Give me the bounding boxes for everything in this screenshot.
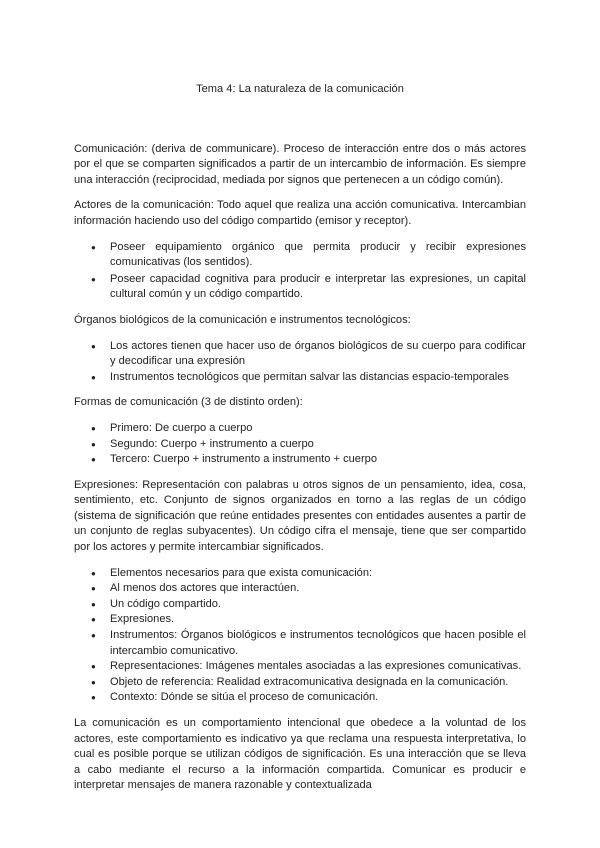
list-item: ● Los actores tienen que hacer uso de órganos biológicos de su cuerpo para codificar y decodificar una expresión	[110, 339, 526, 370]
list-item: ● Contexto: Dónde se sitúa el proceso de comunicación.	[110, 690, 526, 706]
paragraph-comunicacion: Comunicación: (deriva de communicare). Proceso de interacción entre dos o más actores por el que se comparten significados a partir de un intercambio de información. Es siempre una interacción (reciprocidad, mediada por signos que pertenecen a un código común).	[74, 142, 526, 186]
list-actores	[74, 240, 526, 303]
list-item: ● Segundo: Cuerpo + instrumento a cuerpo	[110, 437, 526, 453]
list-item: ● Poseer equipamiento orgánico que permita producir y recibir expresiones comunicativas (los sentidos).	[110, 240, 526, 271]
list-item: ● Un código compartido.	[110, 597, 526, 613]
list-item: ● Instrumentos: Órganos biológicos e instrumentos tecnológicos que hacen posible el intercambio comunicativo.	[110, 628, 526, 659]
paragraph-formas: Formas de comunicación (3 de distinto orden):	[74, 396, 303, 409]
list-item: ● Primero: De cuerpo a cuerpo	[110, 421, 526, 437]
list-item: ● Objeto de referencia: Realidad extracomunicativa designada en la comunicación.	[110, 675, 526, 691]
paragraph-expresiones: Expresiones: Representación con palabras u otros signos de un pensamiento, idea, cosa, sentimiento, etc. Conjunto de signos organizados en torno a las reglas de un código (sistema de significación que reúne entidades presentes con entidades ausentes a partir de un conjunto de reglas subyacentes). Un código cifra el mensaje, tiene que ser compartido por los actores y permite intercambiar significados.	[74, 478, 526, 554]
list-item: ● Elementos necesarios para que exista comunicación:	[110, 566, 526, 582]
paragraph-conclusion: La comunicación es un comportamiento intencional que obedece a la voluntad de los actores, este comportamiento es indicativo ya que reclama una respuesta interpretativa, lo cual es posible porque se utilizan códigos de significación. Es una interacción que se lleva a cabo mediante el recurso a la información compartida. Comunicar es producir e interpretar mensajes de manera razonable y contextualizada	[74, 717, 526, 792]
list-item: ● Al menos dos actores que interactúen.	[110, 581, 526, 597]
list-item: ● Expresiones.	[110, 612, 526, 628]
list-organos	[74, 339, 526, 386]
list-item: ● Representaciones: Imágenes mentales asociadas a las expresiones comunicativas.	[110, 659, 526, 675]
paragraph-organos: Órganos biológicos de la comunicación e instrumentos tecnológicos:	[74, 313, 411, 326]
list-item: ● Poseer capacidad cognitiva para producir e interpretar las expresiones, un capital cultural común y un código compartido.	[110, 272, 526, 303]
list-item: ● Tercero: Cuerpo + instrumento a instrumento + cuerpo	[110, 452, 526, 468]
page-title: Tema 4: La naturaleza de la comunicación	[196, 83, 404, 95]
paragraph-actores: Actores de la comunicación: Todo aquel que realiza una acción comunicativa. Intercambian información haciendo uso del código compartido (emisor y receptor).	[74, 199, 526, 227]
list-elementos	[74, 566, 526, 706]
list-formas	[74, 421, 526, 468]
list-item: ● Instrumentos tecnológicos que permitan salvar las distancias espacio-temporales	[110, 370, 526, 386]
